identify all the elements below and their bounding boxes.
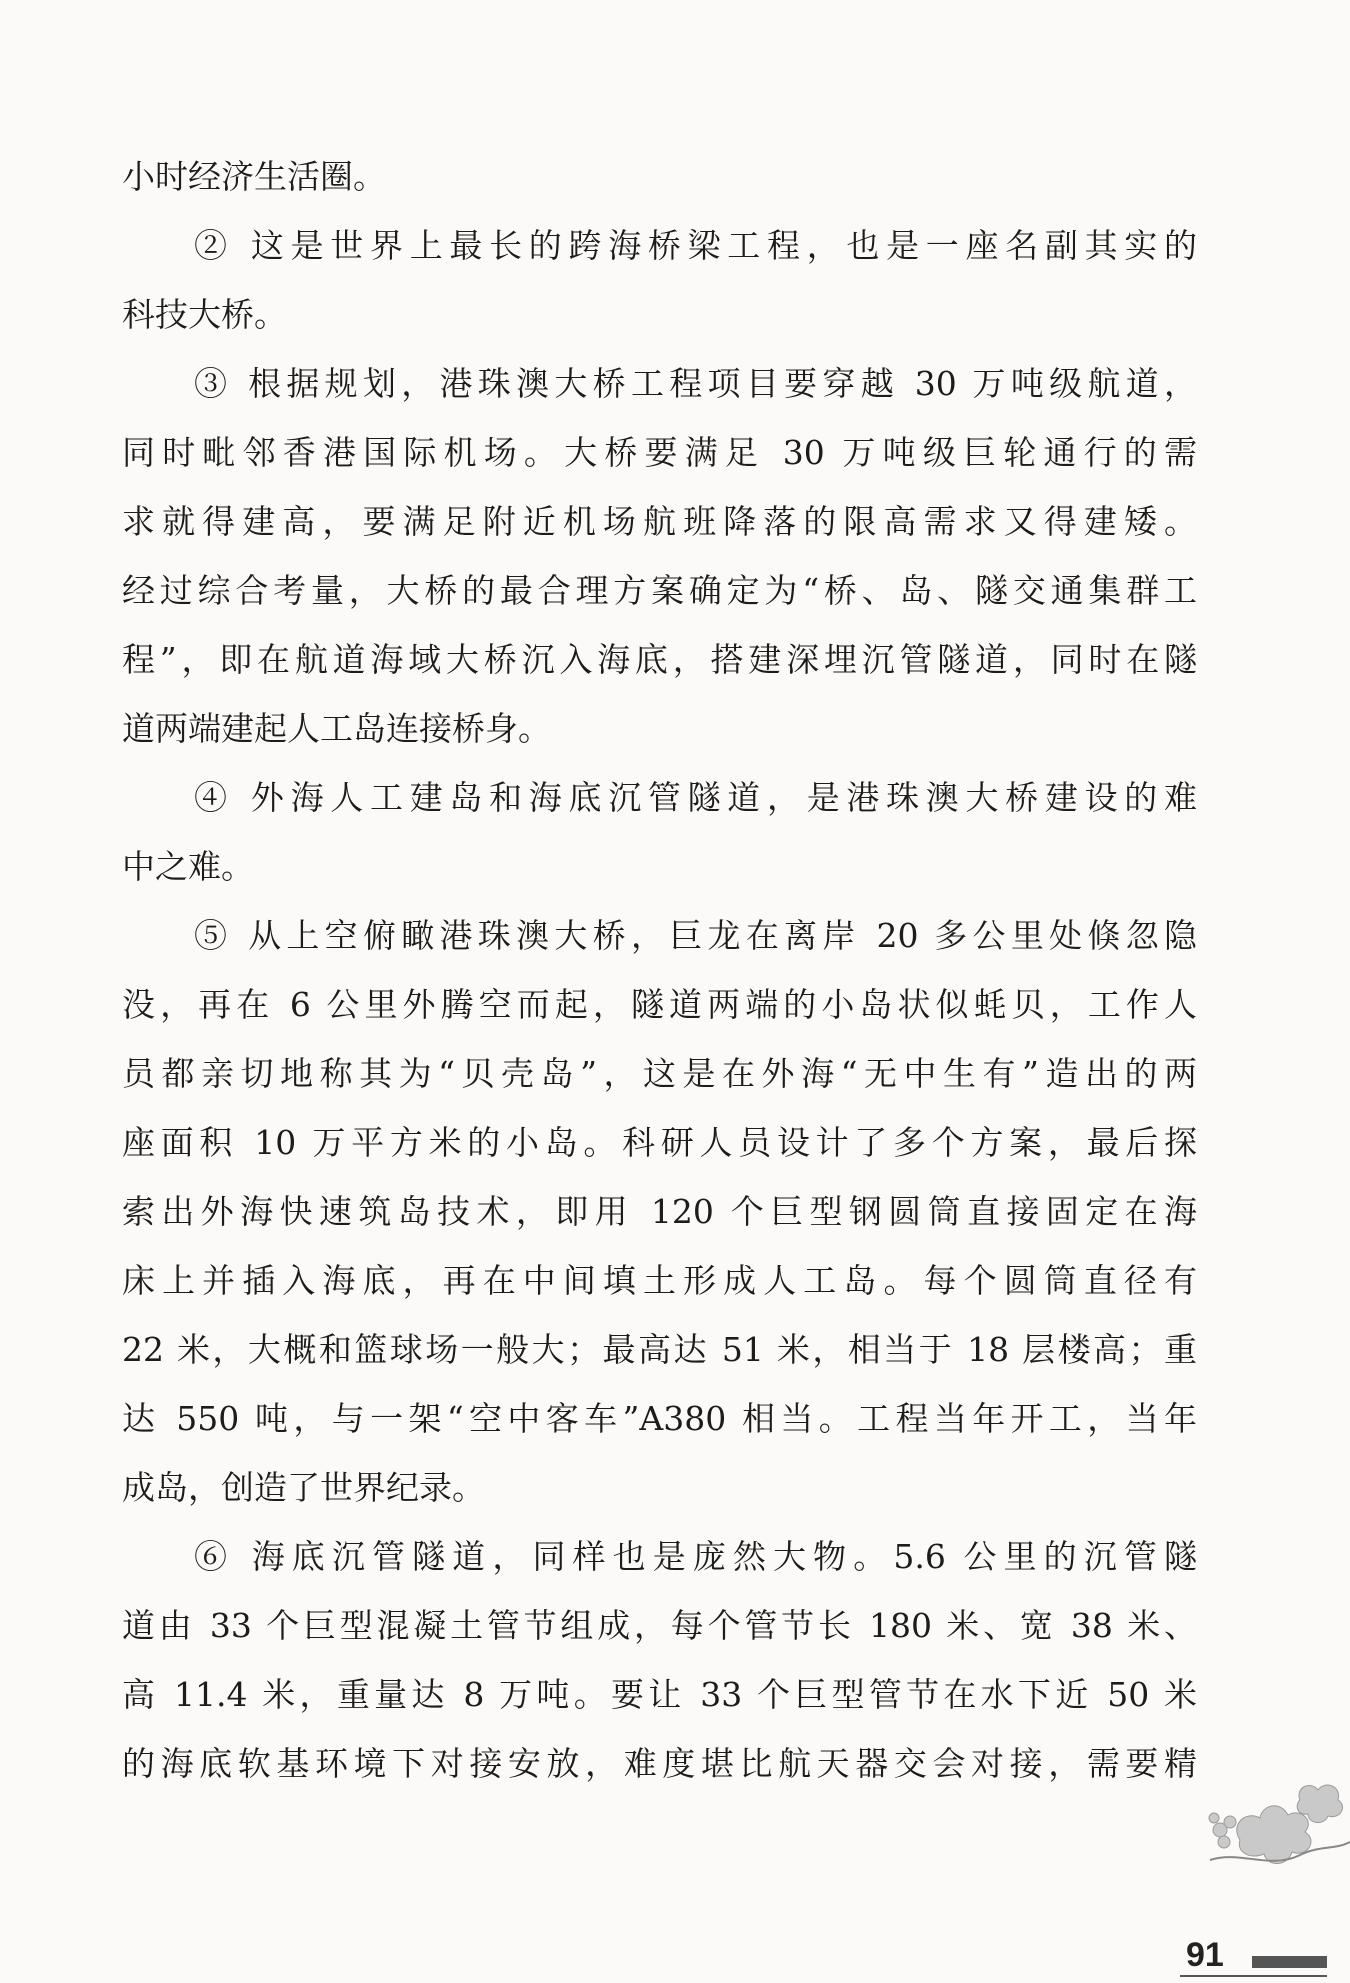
text-line: 的海底软基环境下对接安放，难度堪比航天器交会对接，需要精 — [122, 1744, 1197, 1783]
text-line: 成岛，创造了世界纪录。 — [122, 1468, 485, 1507]
text-line: 员都亲切地称其为“贝壳岛”，这是在外海“无中生有”造出的两 — [122, 1054, 1197, 1093]
text-line: 小时经济生活圈。 — [122, 157, 386, 196]
text-line: 高 11.4 米，重量达 8 万吨。要让 33 个巨型管节在水下近 50 米 — [122, 1675, 1197, 1714]
text-line: 同时毗邻香港国际机场。大桥要满足 30 万吨级巨轮通行的需 — [122, 433, 1197, 472]
body-text — [122, 142, 1197, 1798]
text-line: 经过综合考量，大桥的最合理方案确定为“桥、岛、隧交通集群工 — [122, 571, 1197, 610]
text-line: 道两端建起人工岛连接桥身。 — [122, 709, 551, 748]
text-line: 座面积 10 万平方米的小岛。科研人员设计了多个方案，最后探 — [122, 1123, 1197, 1162]
text-line: 没，再在 6 公里外腾空而起，隧道两端的小岛状似蚝贝，工作人 — [122, 985, 1197, 1024]
grape-leaf-icon — [1200, 1770, 1350, 1890]
text-line: 程”，即在航道海域大桥沉入海底，搭建深埋沉管隧道，同时在隧 — [122, 640, 1197, 679]
text-line: 求就得建高，要满足附近机场航班降落的限高需求又得建矮。 — [122, 502, 1197, 541]
text-line: 达 550 吨，与一架“空中客车”A380 相当。工程当年开工，当年 — [122, 1399, 1197, 1438]
text-line: ⑥ 海底沉管隧道，同样也是庞然大物。5.6 公里的沉管隧 — [194, 1537, 1197, 1576]
text-line: 22 米，大概和篮球场一般大；最高达 51 米，相当于 18 层楼高；重 — [122, 1330, 1197, 1369]
text-line: 科技大桥。 — [122, 295, 287, 334]
text-line: 中之难。 — [122, 847, 254, 886]
text-line: ⑤ 从上空俯瞰港珠澳大桥，巨龙在离岸 20 多公里处倏忽隐 — [194, 916, 1197, 955]
text-line: ④ 外海人工建岛和海底沉管隧道，是港珠澳大桥建设的难 — [194, 778, 1197, 817]
text-line: ② 这是世界上最长的跨海桥梁工程，也是一座名副其实的 — [194, 226, 1197, 265]
page-number: 91 — [1186, 1936, 1224, 1974]
text-line: 索出外海快速筑岛技术，即用 120 个巨型钢圆筒直接固定在海 — [122, 1192, 1197, 1231]
text-line: 床上并插入海底，再在中间填土形成人工岛。每个圆筒直径有 — [122, 1261, 1197, 1300]
text-line: ③ 根据规划，港珠澳大桥工程项目要穿越 30 万吨级航道， — [194, 364, 1197, 403]
page-number-bar — [1252, 1956, 1327, 1968]
text-line: 道由 33 个巨型混凝土管节组成，每个管节长 180 米、宽 38 米、 — [122, 1606, 1197, 1645]
page-number-rule — [1180, 1975, 1327, 1977]
